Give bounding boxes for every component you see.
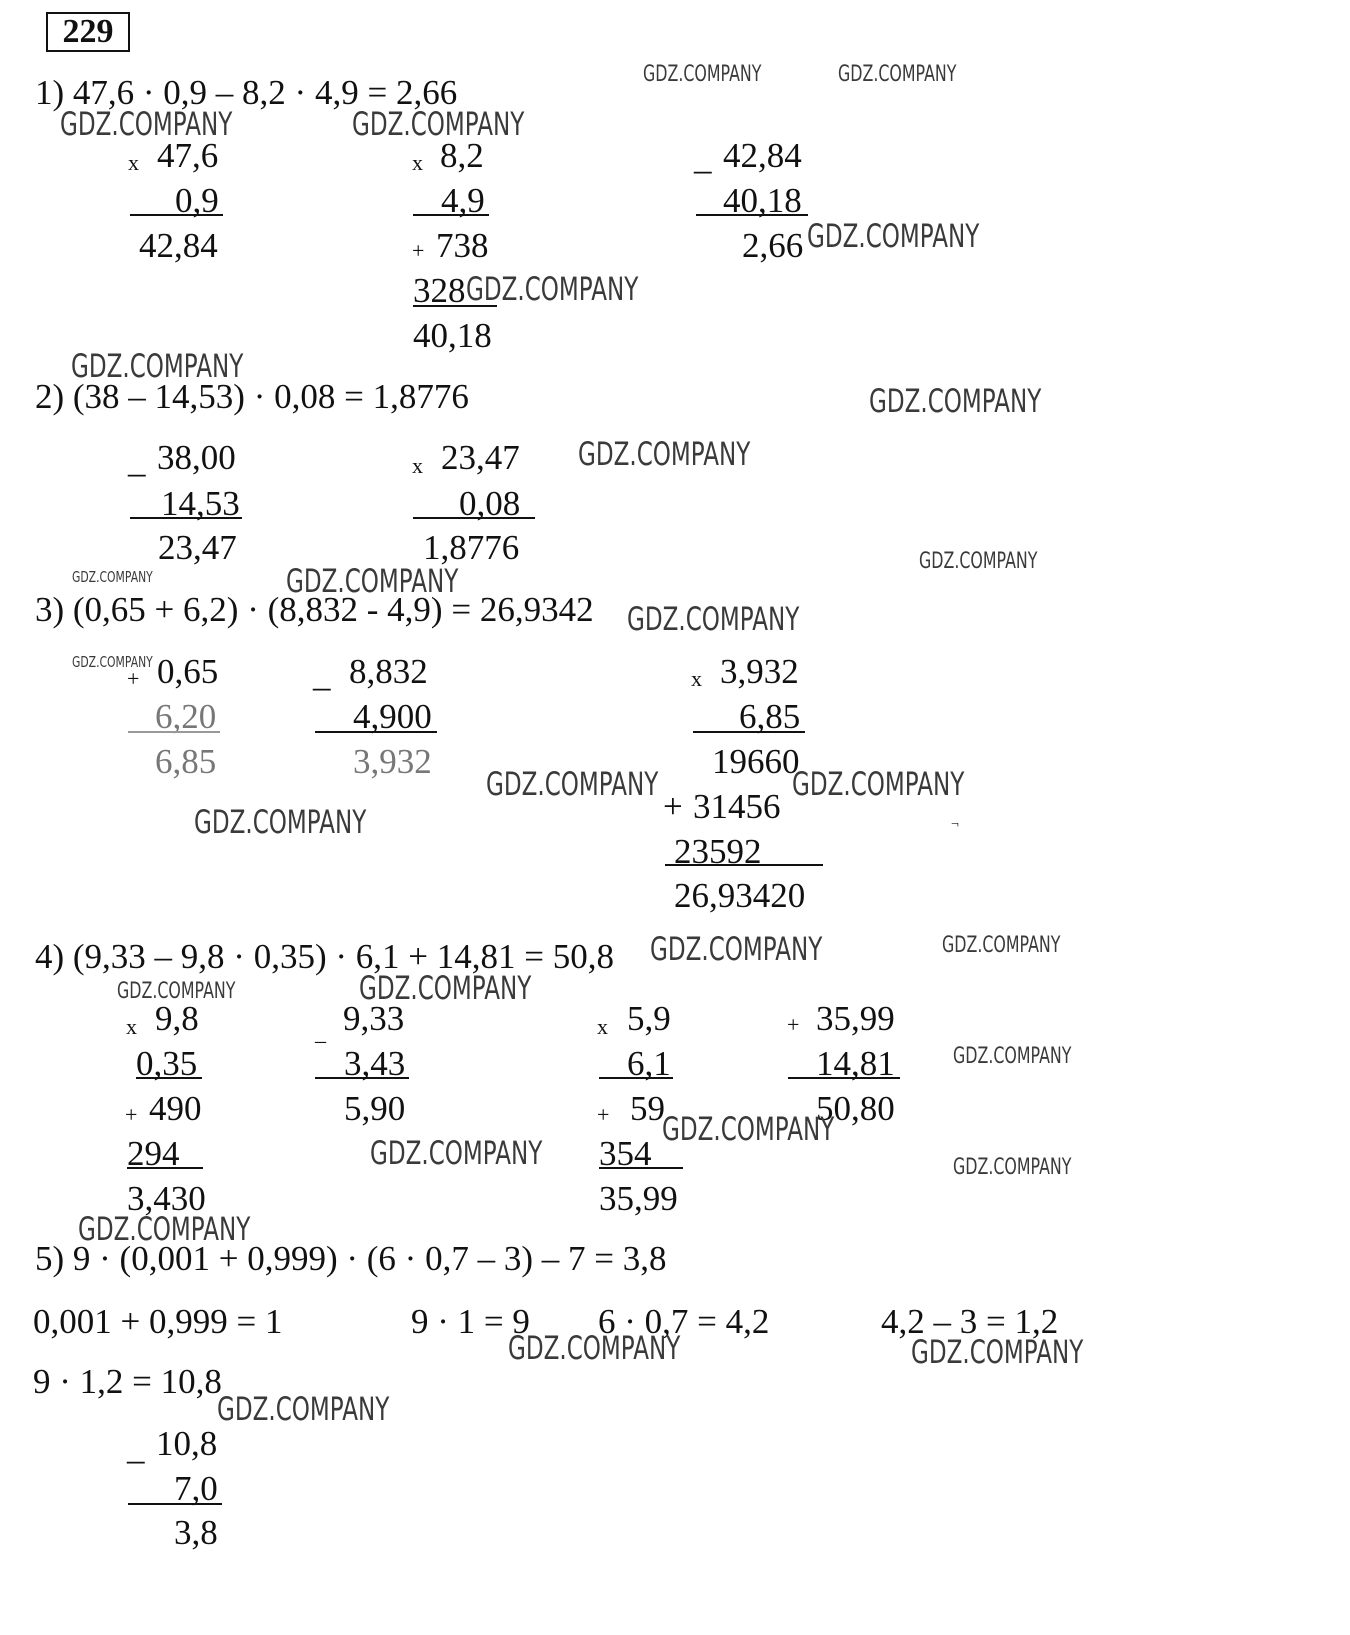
watermark: GDZ.COMPANY <box>838 62 957 87</box>
watermark: GDZ.COMPANY <box>953 1044 1072 1069</box>
plus-sign: + <box>787 1012 800 1037</box>
watermark: GDZ.COMPANY <box>919 549 1038 574</box>
operand-a: 0,65 <box>157 652 219 691</box>
watermark: GDZ.COMPANY <box>286 562 459 600</box>
multiply-sign: x <box>126 1014 137 1039</box>
minus-sign: _ <box>313 655 331 694</box>
task-3-equation: 3) (0,65 + 6,2) · (8,832 - 4,9) = 26,9342 <box>35 590 594 629</box>
sum-line <box>665 864 823 866</box>
partial-1: 738 <box>436 226 489 265</box>
operand-b: 6,20 <box>155 697 217 736</box>
task-2-equation: 2) (38 – 14,53) · 0,08 = 1,8776 <box>35 377 469 416</box>
watermark: GDZ.COMPANY <box>942 933 1061 958</box>
watermark: GDZ.COMPANY <box>911 1333 1084 1371</box>
multiply-sign: x <box>597 1014 608 1039</box>
result: 3,8 <box>174 1513 218 1552</box>
operand-b: 7,0 <box>174 1469 218 1508</box>
minus-sign: _ <box>128 441 146 480</box>
multiply-sign: x <box>412 150 423 175</box>
stray-mark: ¬ <box>951 817 959 832</box>
watermark: GDZ.COMPANY <box>807 217 980 255</box>
watermark: GDZ.COMPANY <box>466 270 639 308</box>
watermark: GDZ.COMPANY <box>643 62 762 87</box>
watermark: GDZ.COMPANY <box>194 803 367 841</box>
plus-sign: + <box>597 1102 610 1127</box>
multiply-sign: x <box>412 453 423 478</box>
watermark: GDZ.COMPANY <box>71 347 244 385</box>
operand-b: 6,1 <box>627 1044 671 1083</box>
plus-sign: + <box>663 787 683 826</box>
operand-a: 35,99 <box>816 999 895 1038</box>
partial-2: 328 <box>413 271 466 310</box>
operand-b: 0,9 <box>175 181 219 220</box>
watermark: GDZ.COMPANY <box>117 979 236 1004</box>
multiply-sign: x <box>691 666 702 691</box>
operand-a: 9,33 <box>343 999 405 1038</box>
result: 23,47 <box>158 528 237 567</box>
result-line <box>693 731 805 733</box>
result-line <box>315 1077 409 1079</box>
sum-line <box>127 1167 203 1169</box>
operand-b: 0,08 <box>459 484 521 523</box>
result: 6,85 <box>155 742 217 781</box>
task-5-step-3: 6 · 0,7 = 4,2 <box>598 1302 770 1341</box>
partial-3: 23592 <box>674 832 762 871</box>
result: 40,18 <box>413 316 492 355</box>
watermark: GDZ.COMPANY <box>217 1390 390 1428</box>
task-4-equation: 4) (9,33 – 9,8 · 0,35) · 6,1 + 14,81 = 50,8 <box>35 937 615 976</box>
watermark: GDZ.COMPANY <box>72 653 153 671</box>
operand-a: 42,84 <box>723 136 802 175</box>
result: 42,84 <box>139 226 218 265</box>
operand-b: 4,9 <box>441 181 485 220</box>
watermark: GDZ.COMPANY <box>370 1134 543 1172</box>
partial-2: 294 <box>127 1134 180 1173</box>
result: 5,90 <box>344 1089 406 1128</box>
result-line <box>696 214 808 216</box>
result-line <box>788 1077 900 1079</box>
operand-b: 14,53 <box>161 484 240 523</box>
operand-b: 0,35 <box>136 1044 198 1083</box>
operand-a: 5,9 <box>627 999 671 1038</box>
operand-b: 6,85 <box>739 697 801 736</box>
plus-sign: + <box>127 666 140 691</box>
task-5-step-4: 4,2 – 3 = 1,2 <box>881 1302 1059 1341</box>
task-5-equation: 5) 9 · (0,001 + 0,999) · (6 · 0,7 – 3) – 7 = 3,8 <box>35 1239 667 1278</box>
task-5-step-5: 9 · 1,2 = 10,8 <box>33 1362 222 1401</box>
minus-sign: _ <box>315 1020 326 1045</box>
watermark: GDZ.COMPANY <box>352 105 525 143</box>
watermark: GDZ.COMPANY <box>72 568 153 586</box>
result: 3,430 <box>127 1179 206 1218</box>
minus-sign: _ <box>694 138 712 177</box>
result-line <box>413 517 535 519</box>
operand-a: 38,00 <box>157 438 236 477</box>
result-line <box>315 731 437 733</box>
result: 3,932 <box>353 742 432 781</box>
watermark: GDZ.COMPANY <box>869 382 1042 420</box>
operand-a: 8,832 <box>349 652 428 691</box>
result-line <box>128 1503 222 1505</box>
operand-a: 23,47 <box>441 438 520 477</box>
task-1-equation: 1) 47,6 · 0,9 – 8,2 · 4,9 = 2,66 <box>35 73 458 112</box>
operand-a: 10,8 <box>156 1424 218 1463</box>
watermark: GDZ.COMPANY <box>486 765 659 803</box>
partial-1: 490 <box>149 1089 202 1128</box>
plus-sign: + <box>412 238 425 263</box>
task-5-step-2: 9 · 1 = 9 <box>411 1302 530 1341</box>
partial-1: 19660 <box>712 742 800 781</box>
operand-a: 47,6 <box>157 136 219 175</box>
operand-b: 3,43 <box>344 1044 406 1083</box>
watermark: GDZ.COMPANY <box>578 435 751 473</box>
result-line <box>413 214 489 216</box>
result-line <box>130 517 242 519</box>
operand-a: 3,932 <box>720 652 799 691</box>
watermark: GDZ.COMPANY <box>650 930 823 968</box>
result: 1,8776 <box>423 528 520 567</box>
sum-line <box>599 1167 683 1169</box>
result: 50,80 <box>816 1089 895 1128</box>
task-5-step-1: 0,001 + 0,999 = 1 <box>33 1302 283 1341</box>
partial-2: 31456 <box>693 787 781 826</box>
watermark: GDZ.COMPANY <box>953 1155 1072 1180</box>
watermark: GDZ.COMPANY <box>508 1329 681 1367</box>
result: 35,99 <box>599 1179 678 1218</box>
result: 2,66 <box>742 226 804 265</box>
operand-b: 40,18 <box>723 181 802 220</box>
result-line <box>599 1077 673 1079</box>
partial-1: 59 <box>630 1089 665 1128</box>
watermark: GDZ.COMPANY <box>78 1210 251 1248</box>
operand-b: 14,81 <box>816 1044 895 1083</box>
problem-number: 229 <box>46 12 130 52</box>
multiply-sign: x <box>128 150 139 175</box>
result-line <box>136 1077 202 1079</box>
watermark: GDZ.COMPANY <box>359 969 532 1007</box>
watermark: GDZ.COMPANY <box>627 600 800 638</box>
operand-a: 8,2 <box>440 136 484 175</box>
operand-b: 4,900 <box>353 697 432 736</box>
result-line <box>130 214 223 216</box>
result: 26,93420 <box>674 876 806 915</box>
result-line <box>128 731 220 733</box>
watermark: GDZ.COMPANY <box>662 1110 835 1148</box>
plus-sign: + <box>125 1102 138 1127</box>
watermark: GDZ.COMPANY <box>792 765 965 803</box>
watermark: GDZ.COMPANY <box>60 105 233 143</box>
operand-a: 9,8 <box>155 999 199 1038</box>
minus-sign: _ <box>127 1428 145 1467</box>
partial-2: 354 <box>599 1134 652 1173</box>
